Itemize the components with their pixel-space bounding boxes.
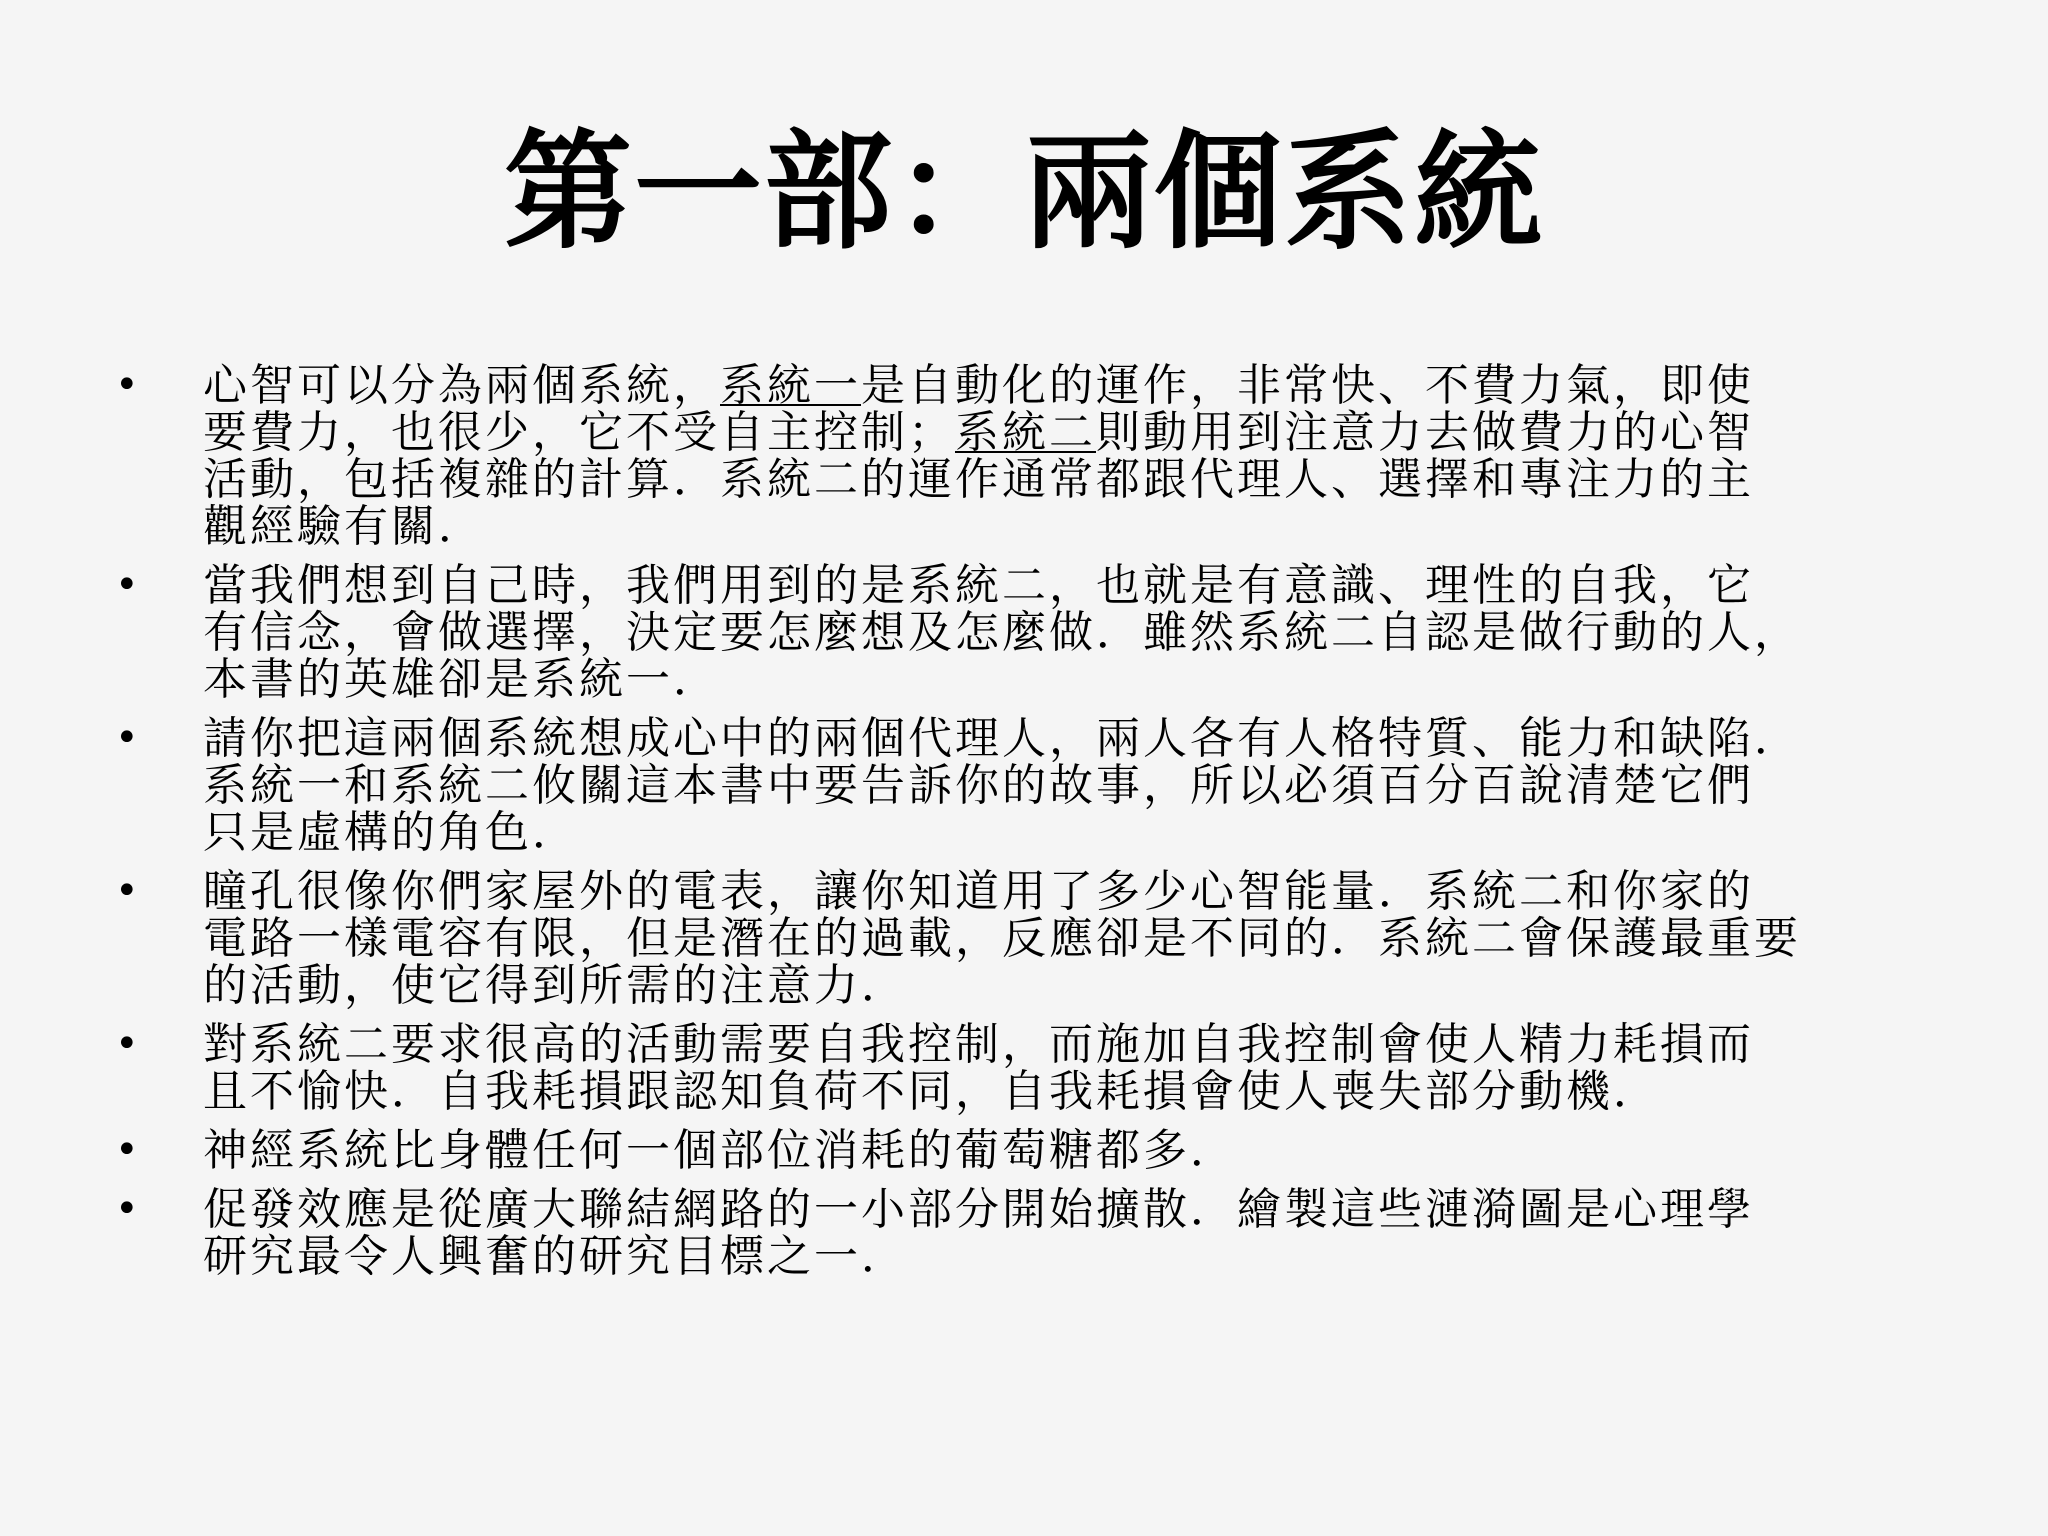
bullet-item xyxy=(115,868,1995,1009)
bullet-line: 當我們想到自己時，我們用到的是系統二，也就是有意識、理性的自我，它 xyxy=(203,560,1754,611)
bullet-line: 電路一樣電容有限，但是潛在的過載，反應卻是不同的．系統二會保護最重要 xyxy=(203,913,1801,964)
bullet-dot-icon: • xyxy=(115,362,142,408)
bullet-line: 神經系統比身體任何一個部位消耗的葡萄糖都多． xyxy=(203,1125,1237,1176)
text-segment: 心智可以分為兩個系統， xyxy=(203,360,720,411)
bullet-item xyxy=(115,1186,1995,1280)
slide-title: 第一部：兩個系統 xyxy=(503,118,1544,267)
text-segment: 觀經驗有關． xyxy=(203,501,485,552)
bullet-line: 只是虛構的角色． xyxy=(203,807,579,858)
underlined-term: 系統一 xyxy=(720,360,861,411)
bullet-dot-icon: • xyxy=(115,1127,142,1173)
bullet-line: 本書的英雄卻是系統一． xyxy=(203,654,720,705)
bullet-line: 有信念，會做選擇，決定要怎麼想及怎麼做．雖然系統二自認是做行動的人， xyxy=(203,607,1801,658)
bullet-line xyxy=(203,503,1995,550)
bullet-item xyxy=(115,1127,1995,1174)
bullet-list xyxy=(115,362,1995,1292)
text-segment: 要費力，也很少，它不受自主控制； xyxy=(203,407,955,458)
bullet-line: 瞳孔很像你們家屋外的電表，讓你知道用了多少心智能量．系統二和你家的 xyxy=(203,866,1754,917)
text-segment: 則動用到注意力去做費力的心智 xyxy=(1096,407,1754,458)
bullet-line: 的活動，使它得到所需的注意力． xyxy=(203,960,908,1011)
bullet-line: 促發效應是從廣大聯結網路的一小部分開始擴散．繪製這些漣漪圖是心理學 xyxy=(203,1184,1754,1235)
bullet-line xyxy=(203,409,1995,456)
bullet-line xyxy=(203,362,1995,409)
bullet-item xyxy=(115,715,1995,856)
bullet-item xyxy=(115,562,1995,703)
underlined-term: 系統二 xyxy=(955,407,1096,458)
bullet-line: 研究最令人興奮的研究目標之一． xyxy=(203,1231,908,1282)
bullet-line: 系統一和系統二攸關這本書中要告訴你的故事，所以必須百分百說清楚它們 xyxy=(203,760,1754,811)
bullet-dot-icon: • xyxy=(115,715,142,761)
bullet-item xyxy=(115,362,1995,550)
bullet-line: 請你把這兩個系統想成心中的兩個代理人，兩人各有人格特質、能力和缺陷． xyxy=(203,713,1801,764)
bullet-dot-icon: • xyxy=(115,1186,142,1232)
text-segment: 活動，包括複雜的計算．系統二的運作通常都跟代理人、選擇和專注力的主 xyxy=(203,454,1754,505)
bullet-line xyxy=(203,456,1995,503)
bullet-item xyxy=(115,1021,1995,1115)
bullet-line: 對系統二要求很高的活動需要自我控制，而施加自我控制會使人精力耗損而 xyxy=(203,1019,1754,1070)
bullet-dot-icon: • xyxy=(115,562,142,608)
bullet-dot-icon: • xyxy=(115,1021,142,1067)
text-segment: 是自動化的運作，非常快、不費力氣，即使 xyxy=(861,360,1754,411)
bullet-dot-icon: • xyxy=(115,868,142,914)
bullet-line: 且不愉快．自我耗損跟認知負荷不同，自我耗損會使人喪失部分動機． xyxy=(203,1066,1660,1117)
